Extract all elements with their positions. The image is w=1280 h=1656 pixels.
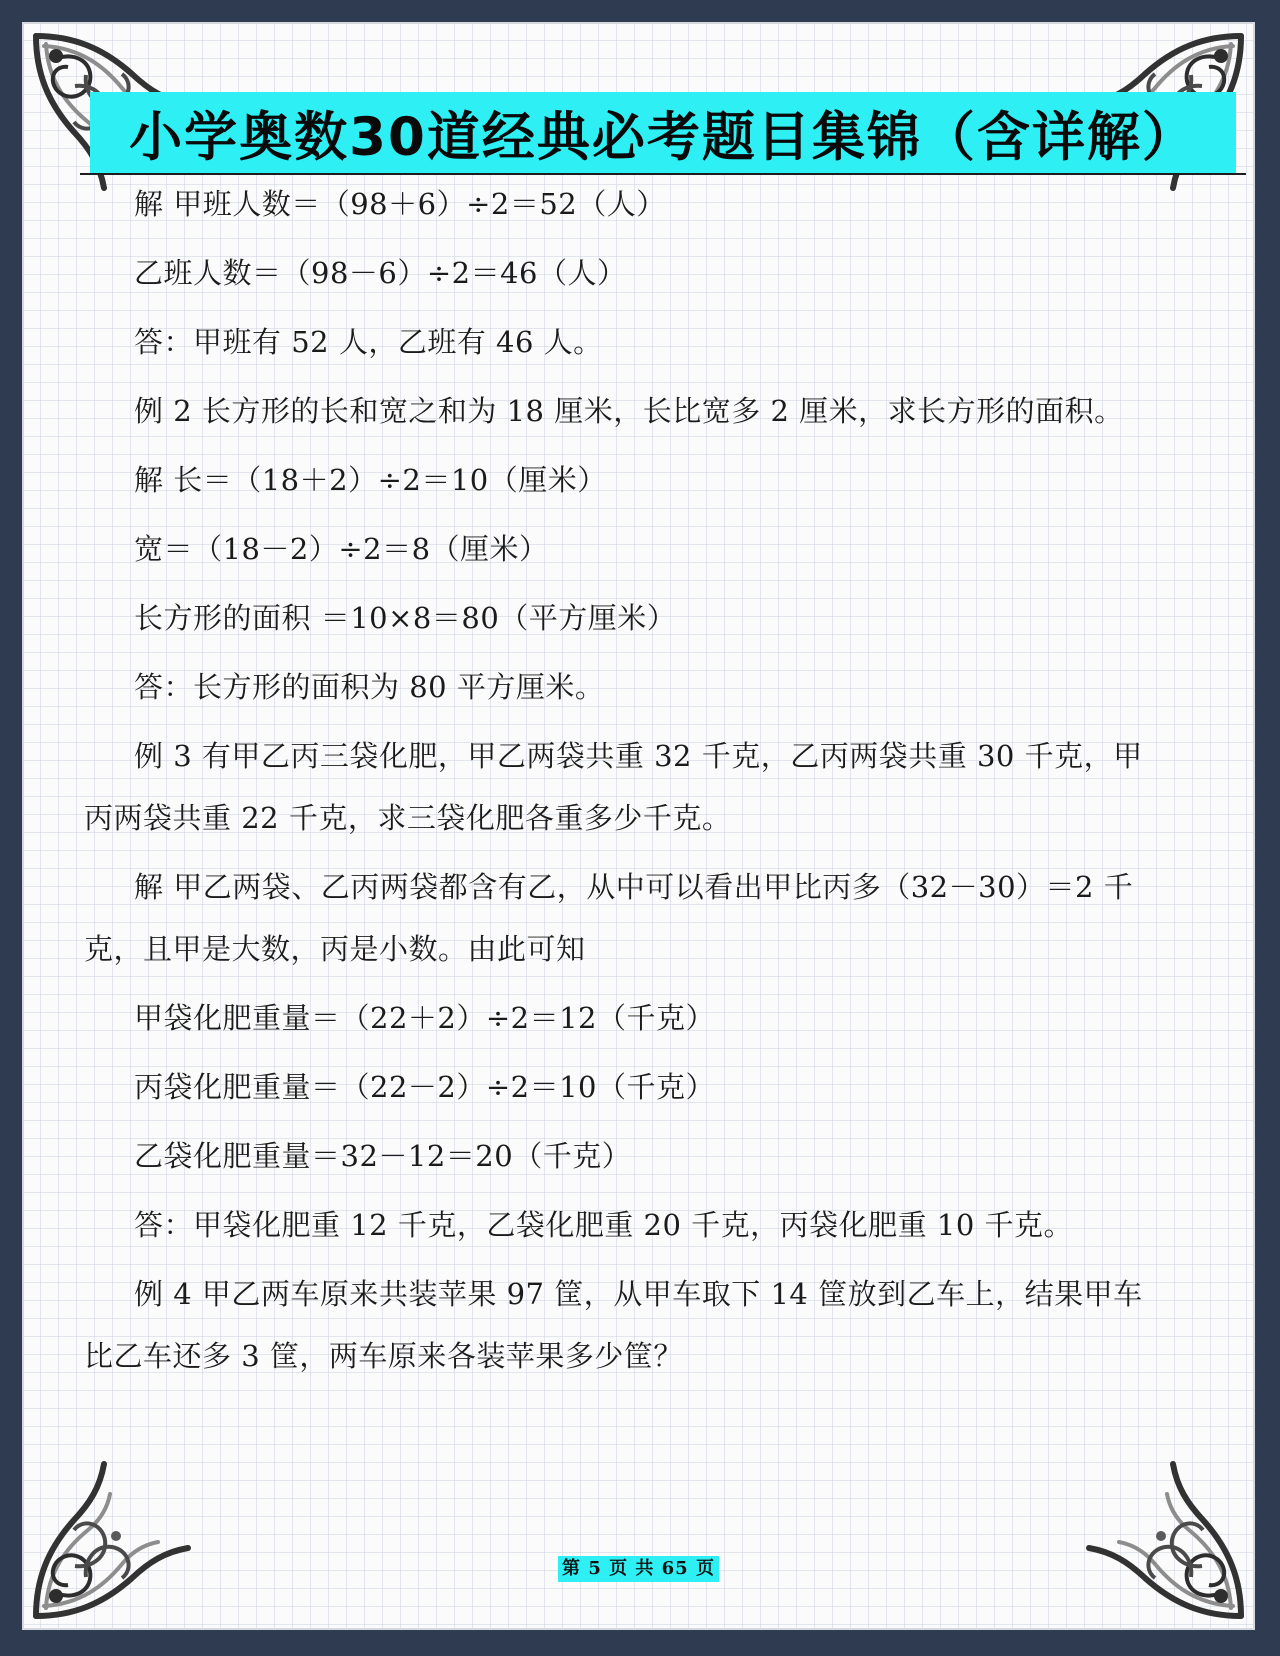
solution-line: 乙袋化肥重量＝32－12＝20（千克）	[134, 1139, 632, 1173]
solution-line: 宽＝（18－2）÷2＝8（厘米）	[134, 532, 549, 566]
solution-line: 解 甲班人数＝（98＋6）÷2＝52（人）	[134, 187, 666, 221]
example-3-question-line-1: 例 3 有甲乙丙三袋化肥，甲乙两袋共重 32 千克，乙丙两袋共重 30 千克，甲	[134, 739, 1143, 773]
page-title: 小学奥数30道经典必考题目集锦（含详解）	[129, 107, 1197, 168]
corner-ornament-bottom-right	[1079, 1454, 1249, 1624]
answer-line: 答：甲袋化肥重 12 千克，乙袋化肥重 20 千克，丙袋化肥重 10 千克。	[134, 1208, 1074, 1242]
page-footer	[22, 1556, 1255, 1582]
answer-line: 答：长方形的面积为 80 平方厘米。	[134, 670, 605, 704]
document-page	[22, 22, 1255, 1630]
page-number-label: 第 5 页 共 65 页	[558, 1556, 719, 1582]
example-4-question-line-1: 例 4 甲乙两车原来共装苹果 97 筐，从甲车取下 14 筐放到乙车上，结果甲车	[134, 1277, 1143, 1311]
example-3-solution-line-2: 克，且甲是大数，丙是小数。由此可知	[84, 932, 586, 966]
example-3-solution-line-1: 解 甲乙两袋、乙丙两袋都含有乙，从中可以看出甲比丙多（32－30）＝2 千	[134, 870, 1134, 904]
solution-line: 长方形的面积 ＝10×8＝80（平方厘米）	[134, 601, 677, 635]
answer-line: 答：甲班有 52 人，乙班有 46 人。	[134, 325, 603, 359]
example-4-question-line-2: 比乙车还多 3 筐，两车原来各装苹果多少筐？	[84, 1339, 683, 1373]
title-banner	[90, 92, 1236, 174]
solution-line: 乙班人数＝（98－6）÷2＝46（人）	[134, 256, 627, 290]
solution-line: 甲袋化肥重量＝（22＋2）÷2＝12（千克）	[134, 1001, 716, 1035]
solution-line: 解 长＝（18＋2）÷2＝10（厘米）	[134, 463, 607, 497]
title-underline	[80, 173, 1246, 175]
solution-line: 丙袋化肥重量＝（22－2）÷2＝10（千克）	[134, 1070, 716, 1104]
example-2-question: 例 2 长方形的长和宽之和为 18 厘米，长比宽多 2 厘米，求长方形的面积。	[134, 394, 1124, 428]
corner-ornament-bottom-left	[28, 1454, 198, 1624]
example-3-question-line-2: 丙两袋共重 22 千克，求三袋化肥各重多少千克。	[84, 801, 732, 835]
